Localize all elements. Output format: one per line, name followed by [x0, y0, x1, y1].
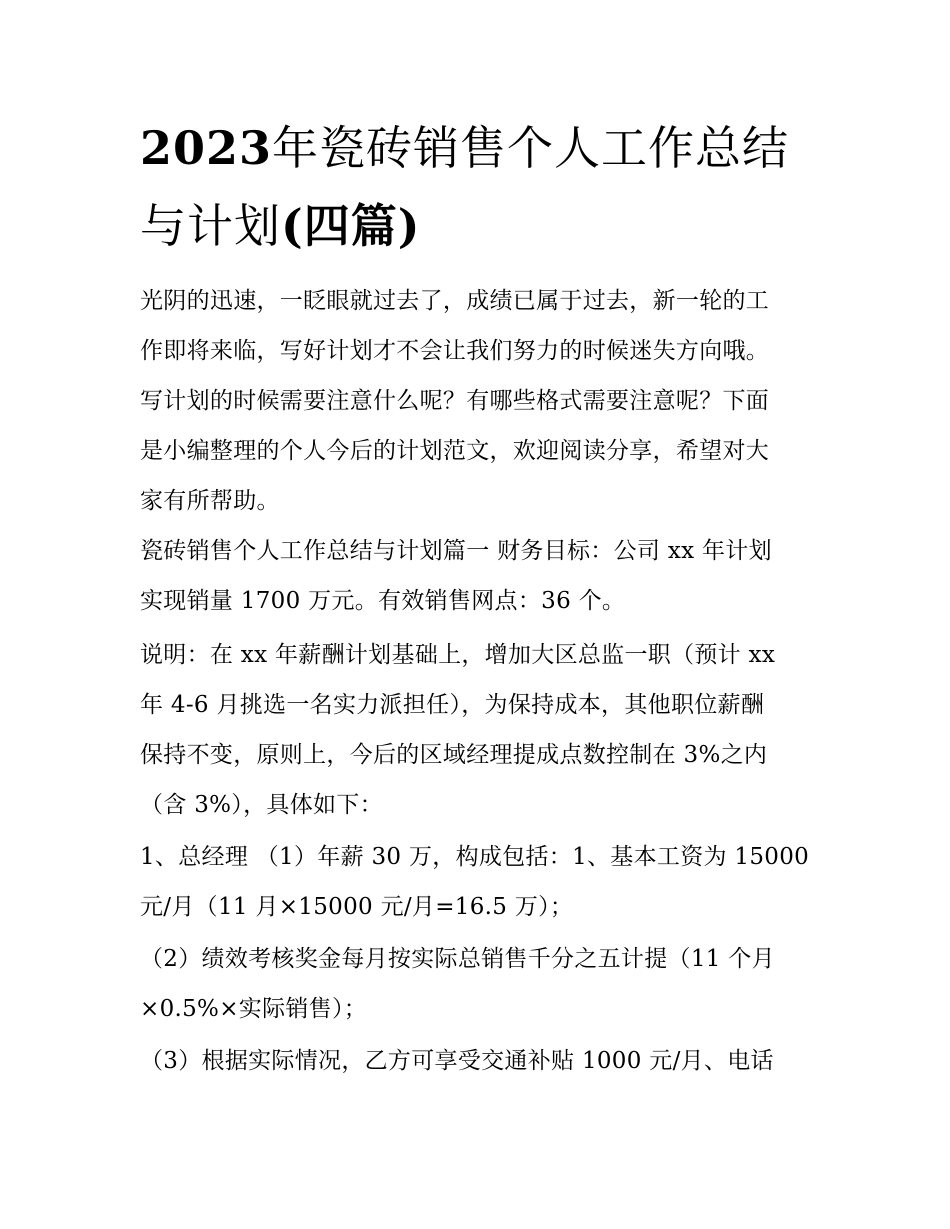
body-line: 保持不变，原则上，今后的区域经理提成点数控制在 3%之内 — [140, 742, 768, 768]
body-line: （含 3%），具体如下： — [140, 792, 383, 818]
title-text-2: 与计划 — [140, 199, 281, 253]
body-line: 作即将来临，写好计划才不会让我们努力的时候迷失方向哦。 — [140, 338, 770, 364]
body-line: 瓷砖销售个人工作总结与计划篇一 财务目标：公司 xx 年计划 — [140, 538, 772, 564]
title-paren: (四篇) — [281, 199, 421, 253]
body-line: 家有所帮助。 — [140, 488, 280, 514]
body-line: 年 4-6 月挑选一名实力派担任），为保持成本，其他职位薪酬 — [140, 692, 765, 718]
body-line: （3）根据实际情况，乙方可享受交通补贴 1000 元/月、电话 — [140, 1048, 774, 1074]
document-title-line-1 — [140, 118, 789, 178]
document-title-line-2 — [140, 196, 421, 256]
body-line: （2）绩效考核奖金每月按实际总销售千分之五计提（11 个月 — [140, 946, 775, 972]
body-line: 光阴的迅速，一眨眼就过去了，成绩已属于过去，新一轮的工 — [140, 288, 770, 314]
body-line: 1、总经理 （1）年薪 30 万，构成包括：1、基本工资为 15000 — [140, 844, 810, 870]
body-line: 元/月（11 月×15000 元/月=16.5 万）； — [140, 894, 574, 920]
body-line: 是小编整理的个人今后的计划范文，欢迎阅读分享，希望对大 — [140, 438, 770, 464]
body-line: 实现销量 1700 万元。有效销售网点：36 个。 — [140, 588, 626, 614]
title-text-1: 年瓷砖销售个人工作总结 — [272, 121, 790, 175]
body-line: 说明：在 xx 年薪酬计划基础上，增加大区总监一职（预计 xx — [140, 642, 776, 668]
body-line: ×0.5%×实际销售）； — [140, 996, 368, 1022]
title-year: 2023 — [140, 121, 273, 175]
body-line: 写计划的时候需要注意什么呢？有哪些格式需要注意呢？下面 — [140, 388, 770, 414]
